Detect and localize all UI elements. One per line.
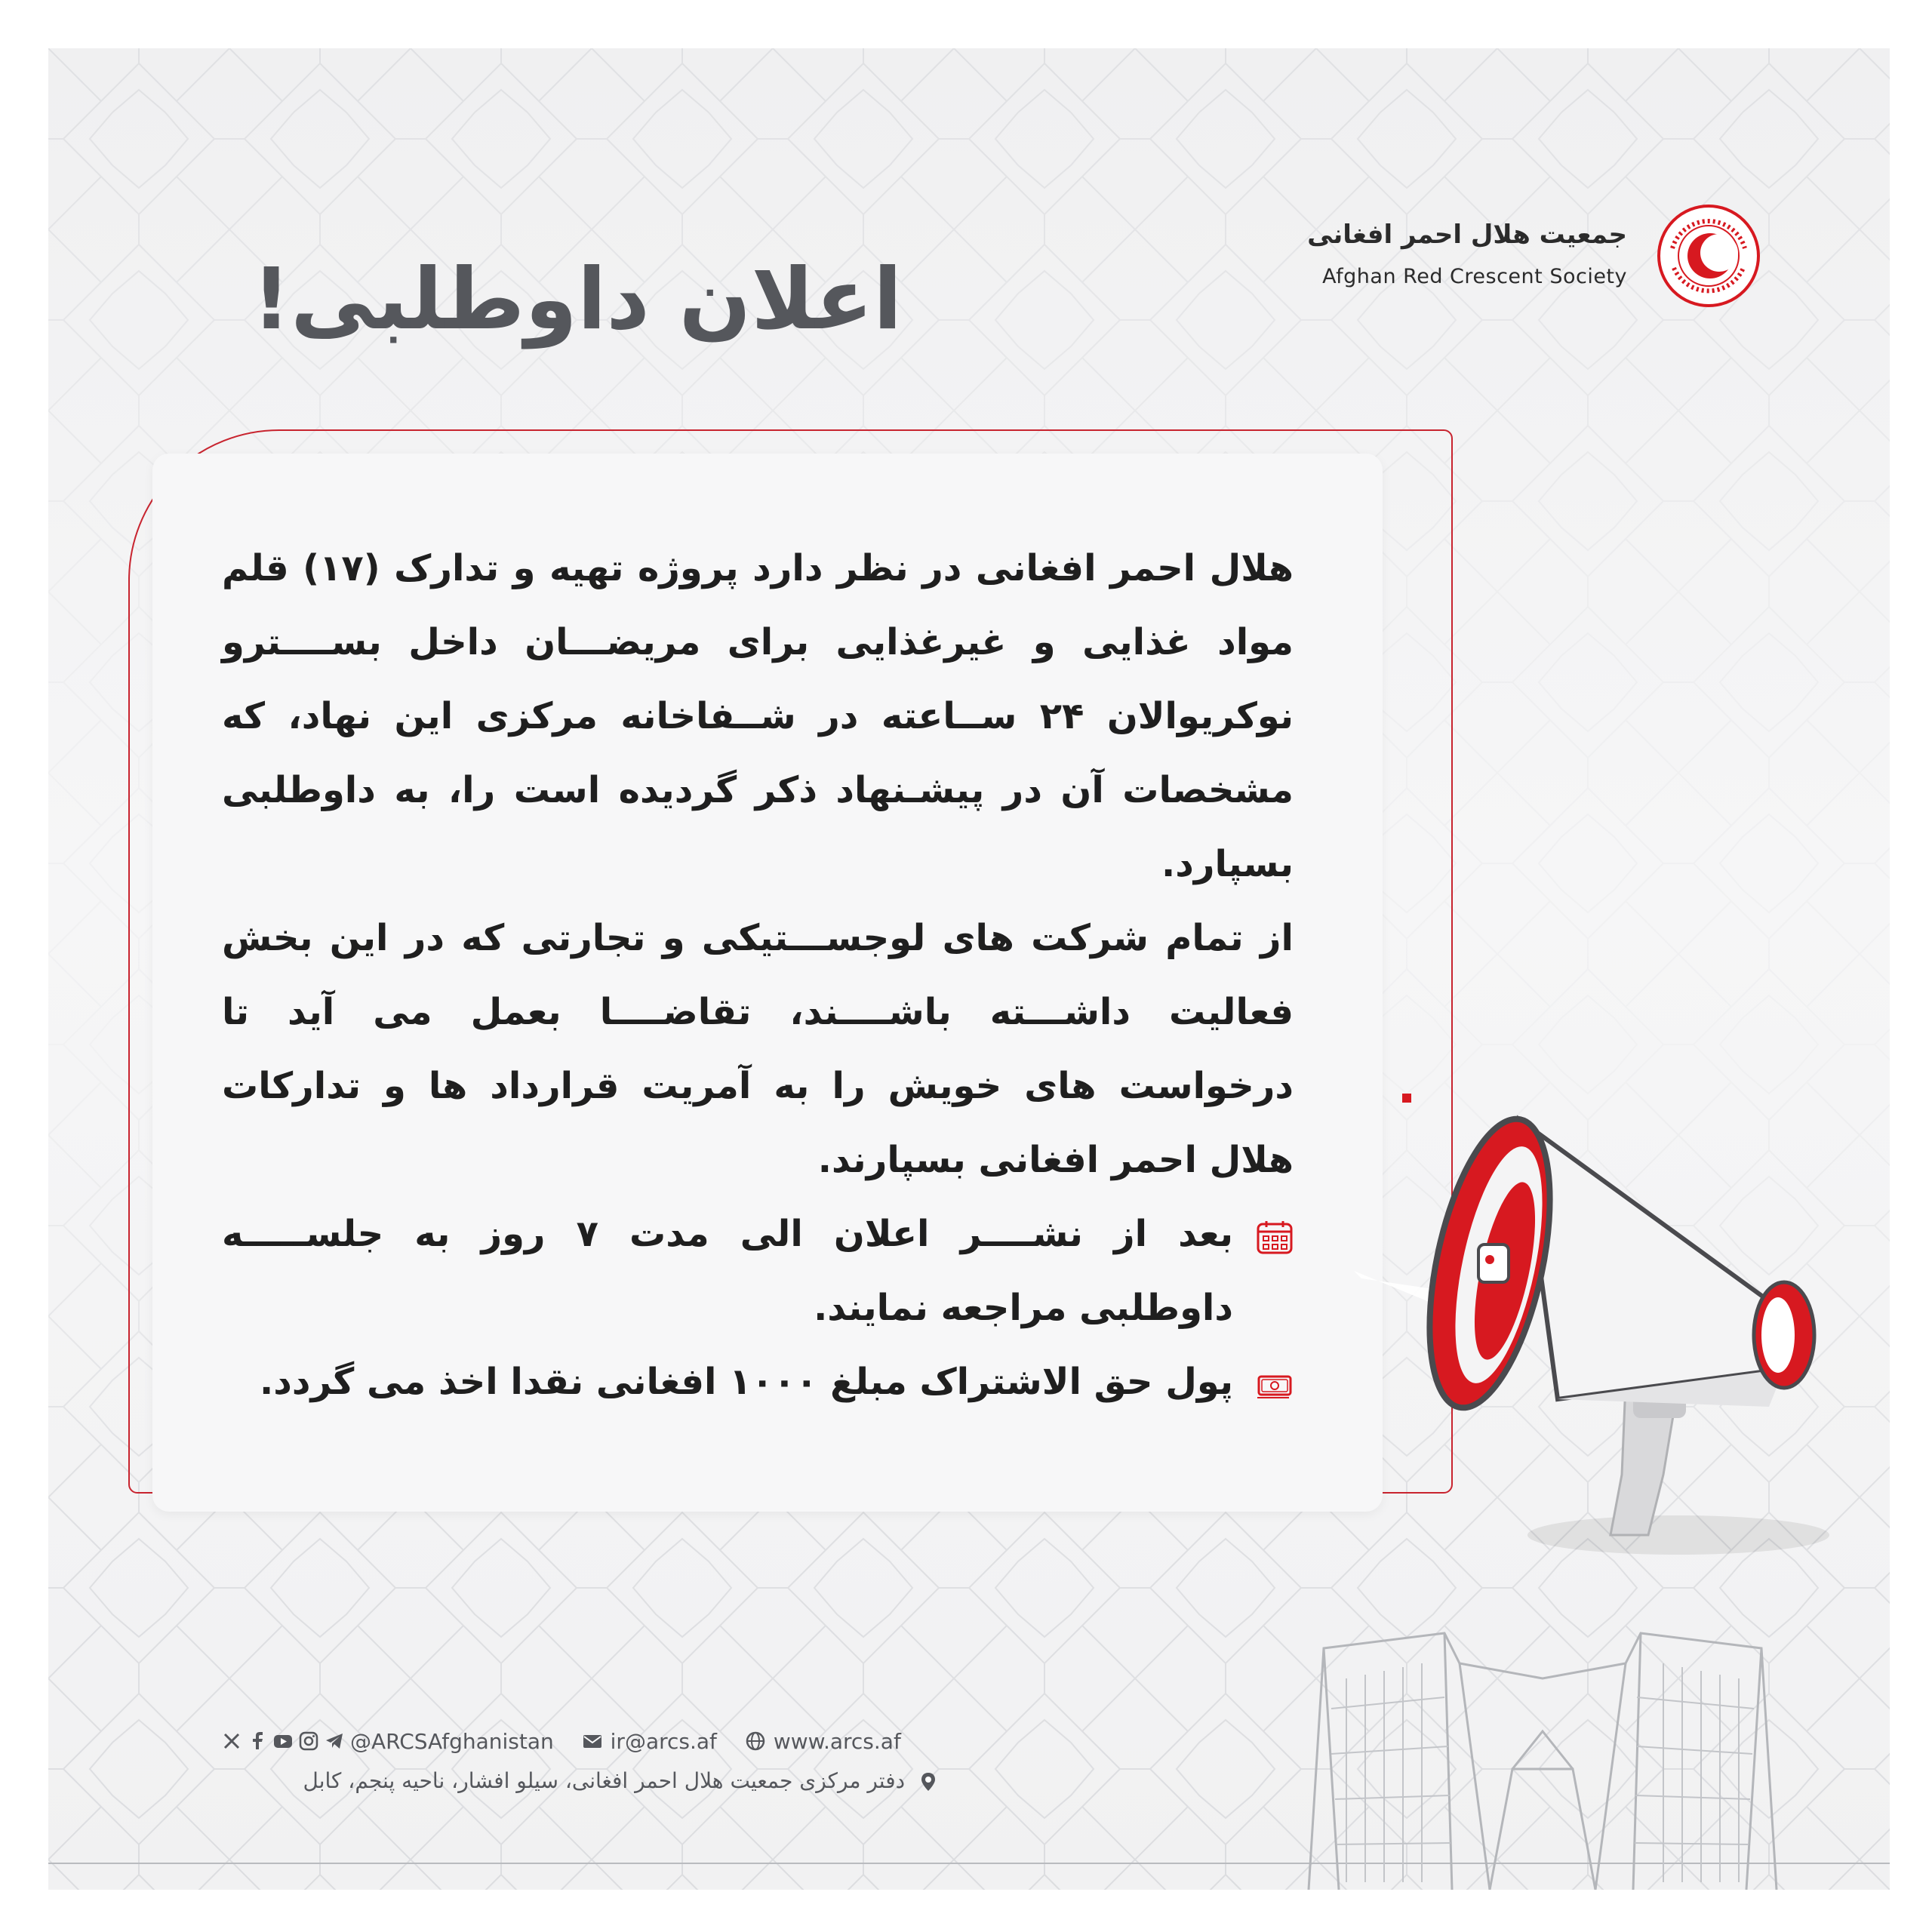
telegram-icon[interactable] (325, 1731, 344, 1751)
org-logo-block (1233, 203, 1761, 309)
red-crescent-emblem-icon (1656, 203, 1761, 309)
footer-address (222, 1768, 939, 1798)
globe-icon (745, 1730, 766, 1752)
announcement-body (222, 531, 1294, 1419)
x-icon[interactable] (222, 1731, 242, 1751)
org-name-persian: جمعیت هلال احمر افغانی (1307, 220, 1627, 250)
bullet-deadline (222, 1197, 1294, 1345)
calendar-icon (1256, 1220, 1294, 1254)
website-url[interactable]: www.arcs.af (773, 1728, 901, 1754)
money-icon (1256, 1367, 1294, 1402)
youtube-icon[interactable] (273, 1731, 293, 1751)
bullet-fee (222, 1345, 1294, 1419)
page-title: اعلان داوطلبی! (252, 251, 903, 349)
org-name-english: Afghan Red Crescent Society (1322, 265, 1627, 288)
email-contact[interactable] (582, 1729, 717, 1754)
building-illustration (1294, 1618, 1792, 1890)
facebook-icon[interactable] (248, 1731, 267, 1751)
poster (48, 48, 1890, 1890)
instagram-icon[interactable] (299, 1731, 318, 1751)
location-pin-icon (918, 1771, 939, 1792)
paragraph-companies: از تمام شرکت های لوجســـتیکی و تجارتی که در این بخش فعالیت داشـــته باشــــند، تقاضــــا بعمل می آید تا درخواست های خویش را به آمریت قرارداد ها و تدارکات هلال احمر افغانی بسپارند. (222, 917, 1294, 1181)
bullet-deadline-text: بعد از نشــــر اعلان الی مدت ۷ روز به جلســـــه داوطلبی مراجعه نمایند. (222, 1213, 1233, 1329)
bullet-fee-text: پول حق الاشتراک مبلغ ۱۰۰۰ افغانی نقدا اخذ می گردد. (259, 1361, 1233, 1403)
megaphone-illustration (1331, 1052, 1860, 1580)
social-links (222, 1729, 554, 1754)
email-icon (582, 1730, 603, 1752)
address-text: دفتر مرکزی جمعیت هلال احمر افغانی، سیلو افشار، ناحیه پنجم، کابل (303, 1768, 906, 1793)
email-address[interactable]: ir@arcs.af (610, 1728, 717, 1754)
footer-contacts (222, 1727, 977, 1758)
website-contact[interactable] (745, 1729, 901, 1754)
social-handle[interactable]: @ARCSAfghanistan (350, 1728, 554, 1754)
paragraph-project: هلال احمر افغانی در نظر دارد پروژه تهیه و تدارک (۱۷) قلم مواد غذایی و غیرغذایی برای مریضـــان داخل بســــترو نوکریوالان ۲۴ ســاعته در شــفاخانه مرکزی این نهاد، که مشخصات آن در پیشـنهاد ذکر گردیده است را، به داوطلبی بسپارد. (222, 547, 1294, 885)
